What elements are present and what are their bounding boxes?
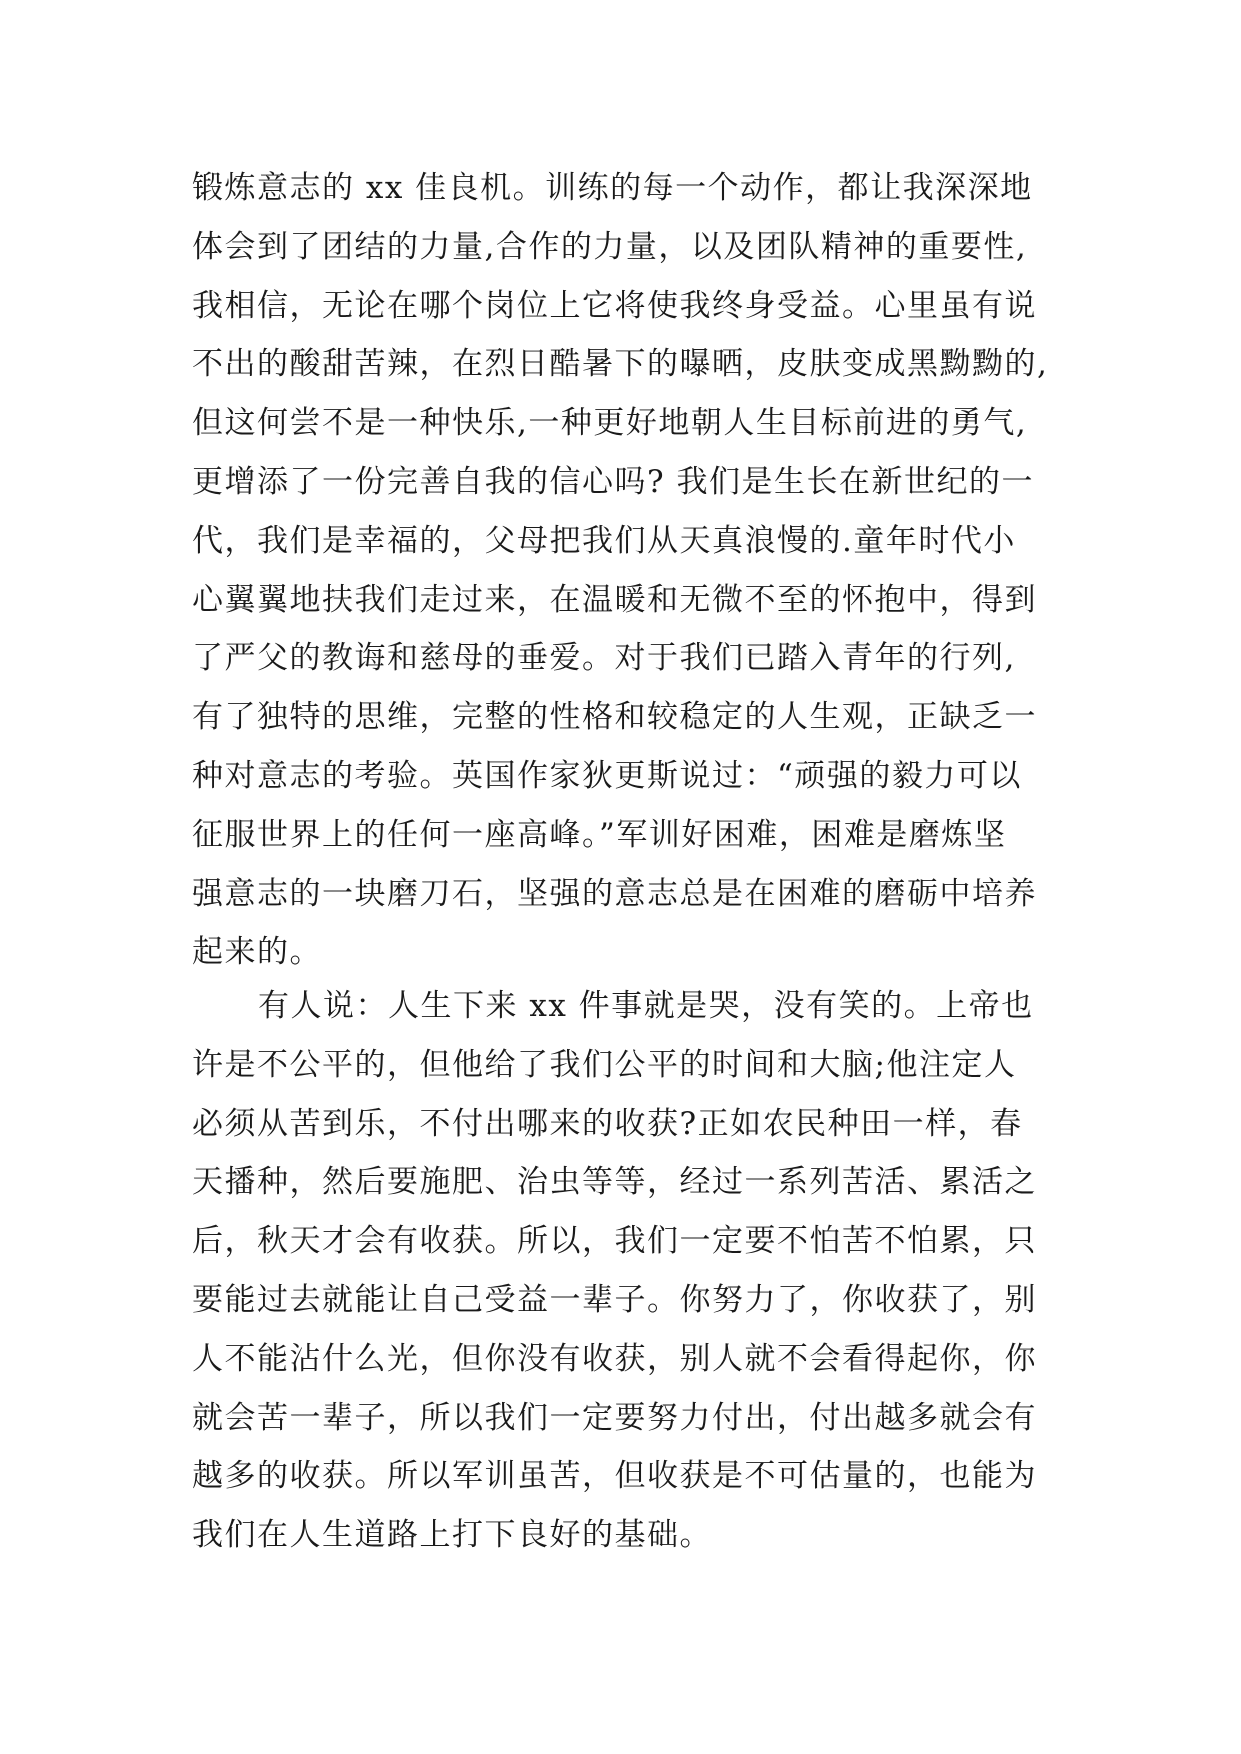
paragraph-line: 我相信，无论在哪个岗位上它将使我终身受益。心里虽有说 xyxy=(192,287,1037,324)
paragraph-line: 要能过去就能让自己受益一辈子。你努力了，你收获了，别 xyxy=(192,1281,1037,1318)
paragraph-line: 许是不公平的，但他给了我们公平的时间和大脑;他注定人 xyxy=(192,1046,1017,1083)
paragraph-line: 心翼翼地扶我们走过来，在温暖和无微不至的怀抱中，得到 xyxy=(192,581,1037,618)
paragraph-line: 锻炼意志的 xx 佳良机。训练的每一个动作，都让我深深地 xyxy=(192,170,1033,206)
paragraph-line: 有人说：人生下来 xx 件事就是哭，没有笑的。上帝也 xyxy=(258,988,1034,1024)
paragraph-line: 越多的收获。所以军训虽苦，但收获是不可估量的，也能为 xyxy=(192,1458,1037,1495)
paragraph-line: 种对意志的考验。英国作家狄更斯说过：“顽强的毅力可以 xyxy=(192,757,1022,794)
paragraph-line: 更增添了一份完善自我的信心吗? 我们是生长在新世纪的一 xyxy=(192,463,1034,500)
paragraph-1 xyxy=(192,159,1062,982)
paragraph-line: 征服世界上的任何一座高峰。”军训好困难，困难是磨炼坚 xyxy=(192,816,1007,853)
paragraph-line: 必须从苦到乐，不付出哪来的收获?正如农民种田一样，春 xyxy=(192,1105,1023,1142)
paragraph-line: 天播种，然后要施肥、治虫等等，经过一系列苦活、累活之 xyxy=(192,1164,1037,1201)
paragraph-line: 有了独特的思维，完整的性格和较稳定的人生观，正缺乏一 xyxy=(192,699,1037,736)
paragraph-line: 人不能沾什么光，但你没有收获，别人就不会看得起你，你 xyxy=(192,1340,1037,1377)
paragraph-line: 就会苦一辈子，所以我们一定要努力付出，付出越多就会有 xyxy=(192,1399,1037,1436)
paragraph-line: 但这何尝不是一种快乐,一种更好地朝人生目标前进的勇气, xyxy=(192,405,1028,442)
paragraph-line: 强意志的一块磨刀石，坚强的意志总是在困难的磨砺中培养 xyxy=(192,875,1037,912)
paragraph-line: 体会到了团结的力量,合作的力量，以及团队精神的重要性, xyxy=(192,228,1028,265)
paragraph-line: 我们在人生道路上打下良好的基础。 xyxy=(192,1517,712,1554)
paragraph-line: 起来的。 xyxy=(192,934,322,971)
paragraph-line: 了严父的教诲和慈母的垂爱。对于我们已踏入青年的行列, xyxy=(192,640,1016,677)
paragraph-line: 不出的酸甜苦辣，在烈日酷暑下的曝晒，皮肤变成黑黝黝的, xyxy=(192,346,1049,383)
paragraph-2 xyxy=(192,977,1062,1565)
paragraph-line: 代，我们是幸福的，父母把我们从天真浪慢的.童年时代小 xyxy=(192,522,1016,559)
paragraph-line: 后，秋天才会有收获。所以，我们一定要不怕苦不怕累，只 xyxy=(192,1223,1037,1260)
